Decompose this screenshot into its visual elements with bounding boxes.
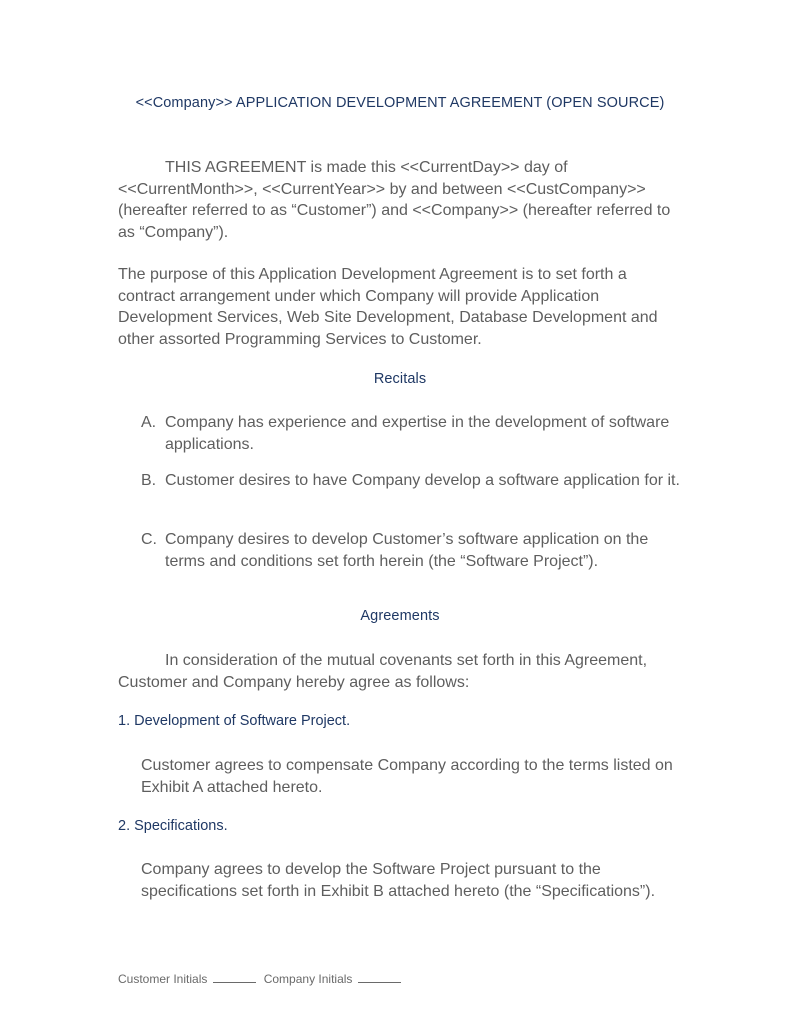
recital-marker: C. [141, 531, 157, 548]
recital-item [141, 412, 686, 455]
company-initials-label: Company Initials [263, 972, 353, 986]
company-initials-line[interactable] [358, 972, 401, 983]
section-heading: 2. Specifications. [118, 818, 228, 834]
initials-footer [118, 972, 405, 986]
recital-text: Customer desires to have Company develop a software application for it. [165, 472, 680, 489]
recital-text: Company desires to develop Customer’s software application on the terms and conditions set forth herein (the “Software Project”). [165, 531, 649, 570]
agreements-heading: Agreements [360, 608, 440, 624]
purpose-paragraph: The purpose of this Application Development Agreement is to set forth a contract arrangement under which Company will provide Application Development Services, Web Site Development, Database Development and other assorted Programming Services to Customer. [118, 266, 658, 348]
section-body: Company agrees to develop the Software Project pursuant to the specifications set forth in Exhibit B attached hereto (the “Specifications”). [141, 861, 656, 900]
recital-item [141, 470, 686, 492]
recital-item [141, 529, 686, 572]
section-body: Customer agrees to compensate Company according to the terms listed on Exhibit A attached hereto. [141, 757, 673, 796]
recital-text: Company has experience and expertise in the development of software applications. [165, 414, 670, 453]
recital-marker: A. [141, 414, 157, 431]
customer-initials-line[interactable] [213, 972, 256, 983]
agreements-intro-paragraph: In consideration of the mutual covenants set forth in this Agreement, Customer and Company hereby agree as follows: [118, 652, 648, 691]
intro-paragraph: THIS AGREEMENT is made this <<CurrentDay>> day of <<CurrentMonth>>, <<CurrentYear>> by and between <<CustCompany>> (hereafter referred to as “Customer”) and <<Company>> (hereafter referred to as “Company”). [118, 159, 671, 241]
document-title: <<Company>> APPLICATION DEVELOPMENT AGREEMENT (OPEN SOURCE) [135, 95, 665, 111]
recital-marker: B. [141, 472, 157, 489]
customer-initials-label: Customer Initials [118, 972, 208, 986]
section-heading: 1. Development of Software Project. [118, 713, 351, 729]
recitals-heading: Recitals [373, 371, 427, 387]
